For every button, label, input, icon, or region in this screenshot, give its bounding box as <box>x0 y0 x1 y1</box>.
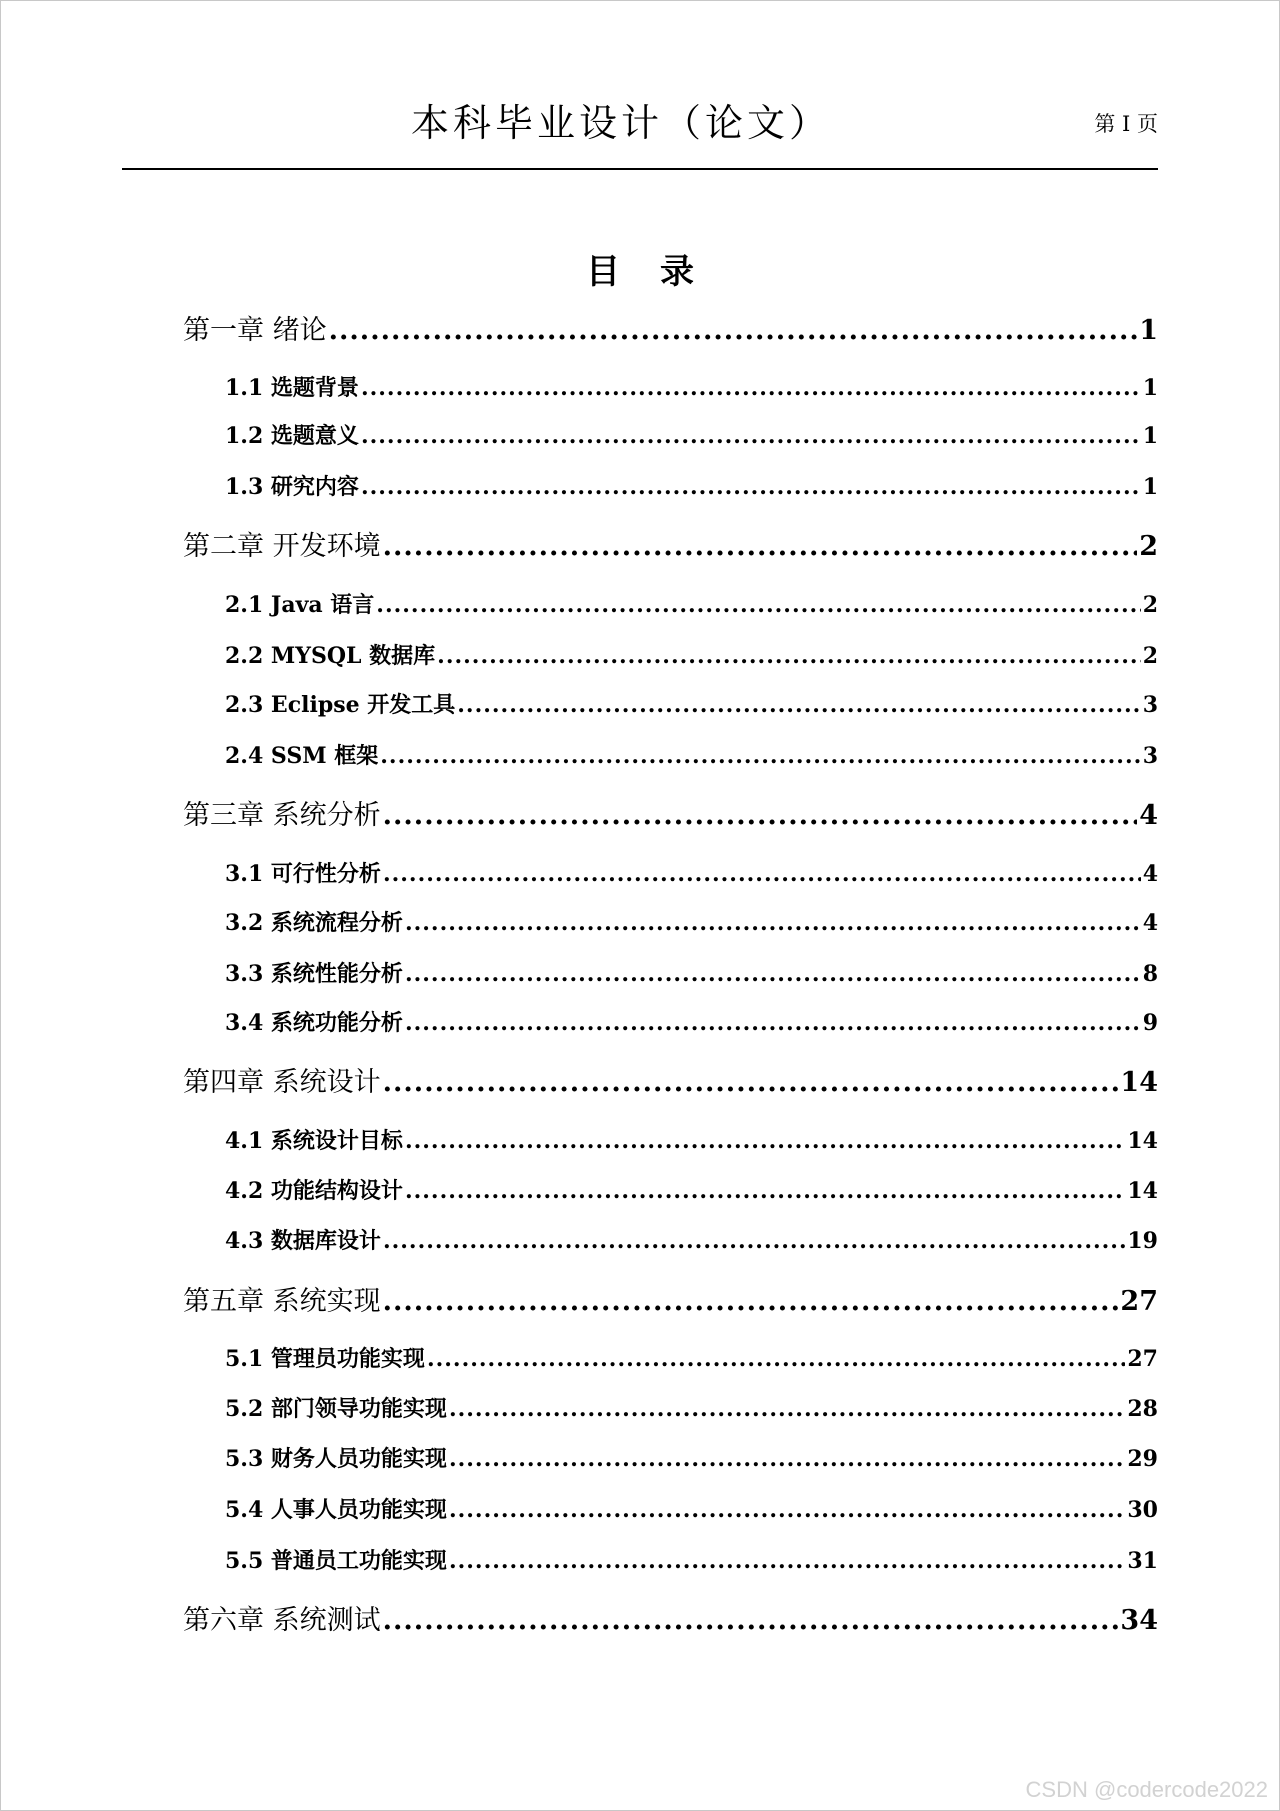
toc-entry-page: 2 <box>1139 531 1158 562</box>
header-title: 本科毕业设计（论文） <box>410 101 831 145</box>
header-page-number: 第 I 页 <box>1094 112 1158 136</box>
toc-section-entry[interactable] <box>225 906 1158 946</box>
toc-leader-dots <box>405 961 1141 987</box>
toc-entry-label: 第四章 系统设计 <box>183 1067 381 1098</box>
toc-entry-label: 2.2 MYSQL 数据库 <box>225 643 436 669</box>
toc-leader-dots <box>383 1605 1119 1636</box>
toc-entry-label: 3.4 系统功能分析 <box>225 1010 403 1036</box>
toc-entry-page: 8 <box>1142 961 1158 987</box>
toc-entry-label: 2.1 Java 语言 <box>225 592 375 618</box>
toc-entry-label: 2.4 SSM 框架 <box>225 743 379 769</box>
toc-leader-dots <box>361 375 1141 401</box>
toc-entry-label: 3.1 可行性分析 <box>225 861 381 887</box>
toc-section-entry[interactable] <box>225 639 1158 679</box>
toc-entry-page: 14 <box>1127 1178 1158 1204</box>
toc-leader-dots <box>437 643 1141 669</box>
header-rule <box>122 168 1158 170</box>
toc-entry-label: 5.4 人事人员功能实现 <box>225 1497 447 1523</box>
toc-leader-dots <box>329 315 1138 346</box>
toc-entry-page: 27 <box>1120 1286 1158 1317</box>
toc-leader-dots <box>427 1346 1125 1372</box>
toc-entry-page: 9 <box>1142 1010 1158 1036</box>
watermark: CSDN @codercode2022 <box>1025 1777 1268 1802</box>
toc-entry-label: 1.3 研究内容 <box>225 474 359 500</box>
toc-section-entry[interactable] <box>225 1392 1158 1432</box>
toc-entry-page: 31 <box>1127 1548 1158 1574</box>
toc-section-entry[interactable] <box>225 688 1158 728</box>
toc-section-entry[interactable] <box>225 1544 1158 1584</box>
toc-chapter-entry[interactable] <box>183 524 1158 564</box>
toc-entry-label: 3.3 系统性能分析 <box>225 961 403 987</box>
toc-entry-page: 4 <box>1142 910 1158 936</box>
toc-entry-page: 14 <box>1120 1067 1158 1098</box>
toc-entry-page: 3 <box>1142 692 1158 718</box>
toc-entry-label: 5.3 财务人员功能实现 <box>225 1446 447 1472</box>
toc-chapter-entry[interactable] <box>183 1598 1158 1638</box>
toc-entry-label: 第三章 系统分析 <box>183 800 381 831</box>
toc-leader-dots <box>449 1446 1125 1472</box>
toc-entry-label: 5.2 部门领导功能实现 <box>225 1396 447 1422</box>
toc-chapter-entry[interactable] <box>183 793 1158 833</box>
toc-section-entry[interactable] <box>225 1224 1158 1264</box>
toc-leader-dots <box>383 1067 1119 1098</box>
toc-leader-dots <box>376 592 1140 618</box>
toc-leader-dots <box>380 743 1140 769</box>
toc-section-entry[interactable] <box>225 857 1158 897</box>
toc-leader-dots <box>405 1010 1141 1036</box>
toc-entry-label: 2.3 Eclipse 开发工具 <box>225 692 456 718</box>
toc-chapter-entry[interactable] <box>183 1279 1158 1319</box>
toc-leader-dots <box>449 1548 1125 1574</box>
toc-entry-page: 1 <box>1139 315 1158 346</box>
toc-title: 目录 <box>586 252 734 292</box>
toc-entry-label: 第一章 绪论 <box>183 315 327 346</box>
toc-leader-dots <box>383 800 1138 831</box>
toc-section-entry[interactable] <box>225 1442 1158 1482</box>
toc-entry-page: 2 <box>1142 592 1158 618</box>
toc-entry-label: 5.5 普通员工功能实现 <box>225 1548 447 1574</box>
toc-entry-page: 28 <box>1127 1396 1158 1422</box>
toc-leader-dots <box>383 531 1138 562</box>
toc-leader-dots <box>457 692 1140 718</box>
toc-entry-label: 4.2 功能结构设计 <box>225 1178 403 1204</box>
toc-section-entry[interactable] <box>225 1342 1158 1382</box>
toc-entry-label: 3.2 系统流程分析 <box>225 910 403 936</box>
toc-leader-dots <box>405 1178 1125 1204</box>
toc-entry-page: 1 <box>1142 375 1158 401</box>
toc-chapter-entry[interactable] <box>183 1060 1158 1100</box>
toc-leader-dots <box>361 423 1141 449</box>
toc-entry-label: 第五章 系统实现 <box>183 1286 381 1317</box>
toc-entry-page: 1 <box>1142 474 1158 500</box>
toc-entry-label: 1.1 选题背景 <box>225 375 359 401</box>
toc-section-entry[interactable] <box>225 1006 1158 1046</box>
toc-entry-label: 4.1 系统设计目标 <box>225 1128 403 1154</box>
toc-section-entry[interactable] <box>225 419 1158 459</box>
toc-leader-dots <box>449 1396 1125 1422</box>
toc-entry-page: 4 <box>1139 800 1158 831</box>
toc-leader-dots <box>405 1128 1125 1154</box>
toc-section-entry[interactable] <box>225 1124 1158 1164</box>
toc-entry-page: 14 <box>1127 1128 1158 1154</box>
toc-leader-dots <box>383 861 1141 887</box>
toc-entry-page: 1 <box>1142 423 1158 449</box>
toc-entry-page: 34 <box>1120 1605 1158 1636</box>
toc-leader-dots <box>361 474 1141 500</box>
toc-entry-page: 2 <box>1142 643 1158 669</box>
toc-entry-page: 3 <box>1142 743 1158 769</box>
toc-entry-label: 第六章 系统测试 <box>183 1605 381 1636</box>
toc-section-entry[interactable] <box>225 588 1158 628</box>
toc-section-entry[interactable] <box>225 1493 1158 1533</box>
toc-entry-label: 1.2 选题意义 <box>225 423 359 449</box>
toc-section-entry[interactable] <box>225 470 1158 510</box>
toc-entry-label: 第二章 开发环境 <box>183 531 381 562</box>
toc-entry-page: 30 <box>1127 1497 1158 1523</box>
toc-entry-label: 5.1 管理员功能实现 <box>225 1346 425 1372</box>
toc-entry-page: 4 <box>1142 861 1158 887</box>
toc-section-entry[interactable] <box>225 371 1158 411</box>
toc-entry-page: 19 <box>1127 1228 1158 1254</box>
toc-leader-dots <box>405 910 1141 936</box>
toc-entry-label: 4.3 数据库设计 <box>225 1228 381 1254</box>
toc-leader-dots <box>449 1497 1125 1523</box>
toc-chapter-entry[interactable] <box>183 308 1158 348</box>
toc-leader-dots <box>383 1228 1125 1254</box>
toc-section-entry[interactable] <box>225 957 1158 997</box>
toc-section-entry[interactable] <box>225 739 1158 779</box>
toc-entry-page: 29 <box>1127 1446 1158 1472</box>
toc-section-entry[interactable] <box>225 1174 1158 1214</box>
toc-leader-dots <box>383 1286 1119 1317</box>
toc-entry-page: 27 <box>1127 1346 1158 1372</box>
